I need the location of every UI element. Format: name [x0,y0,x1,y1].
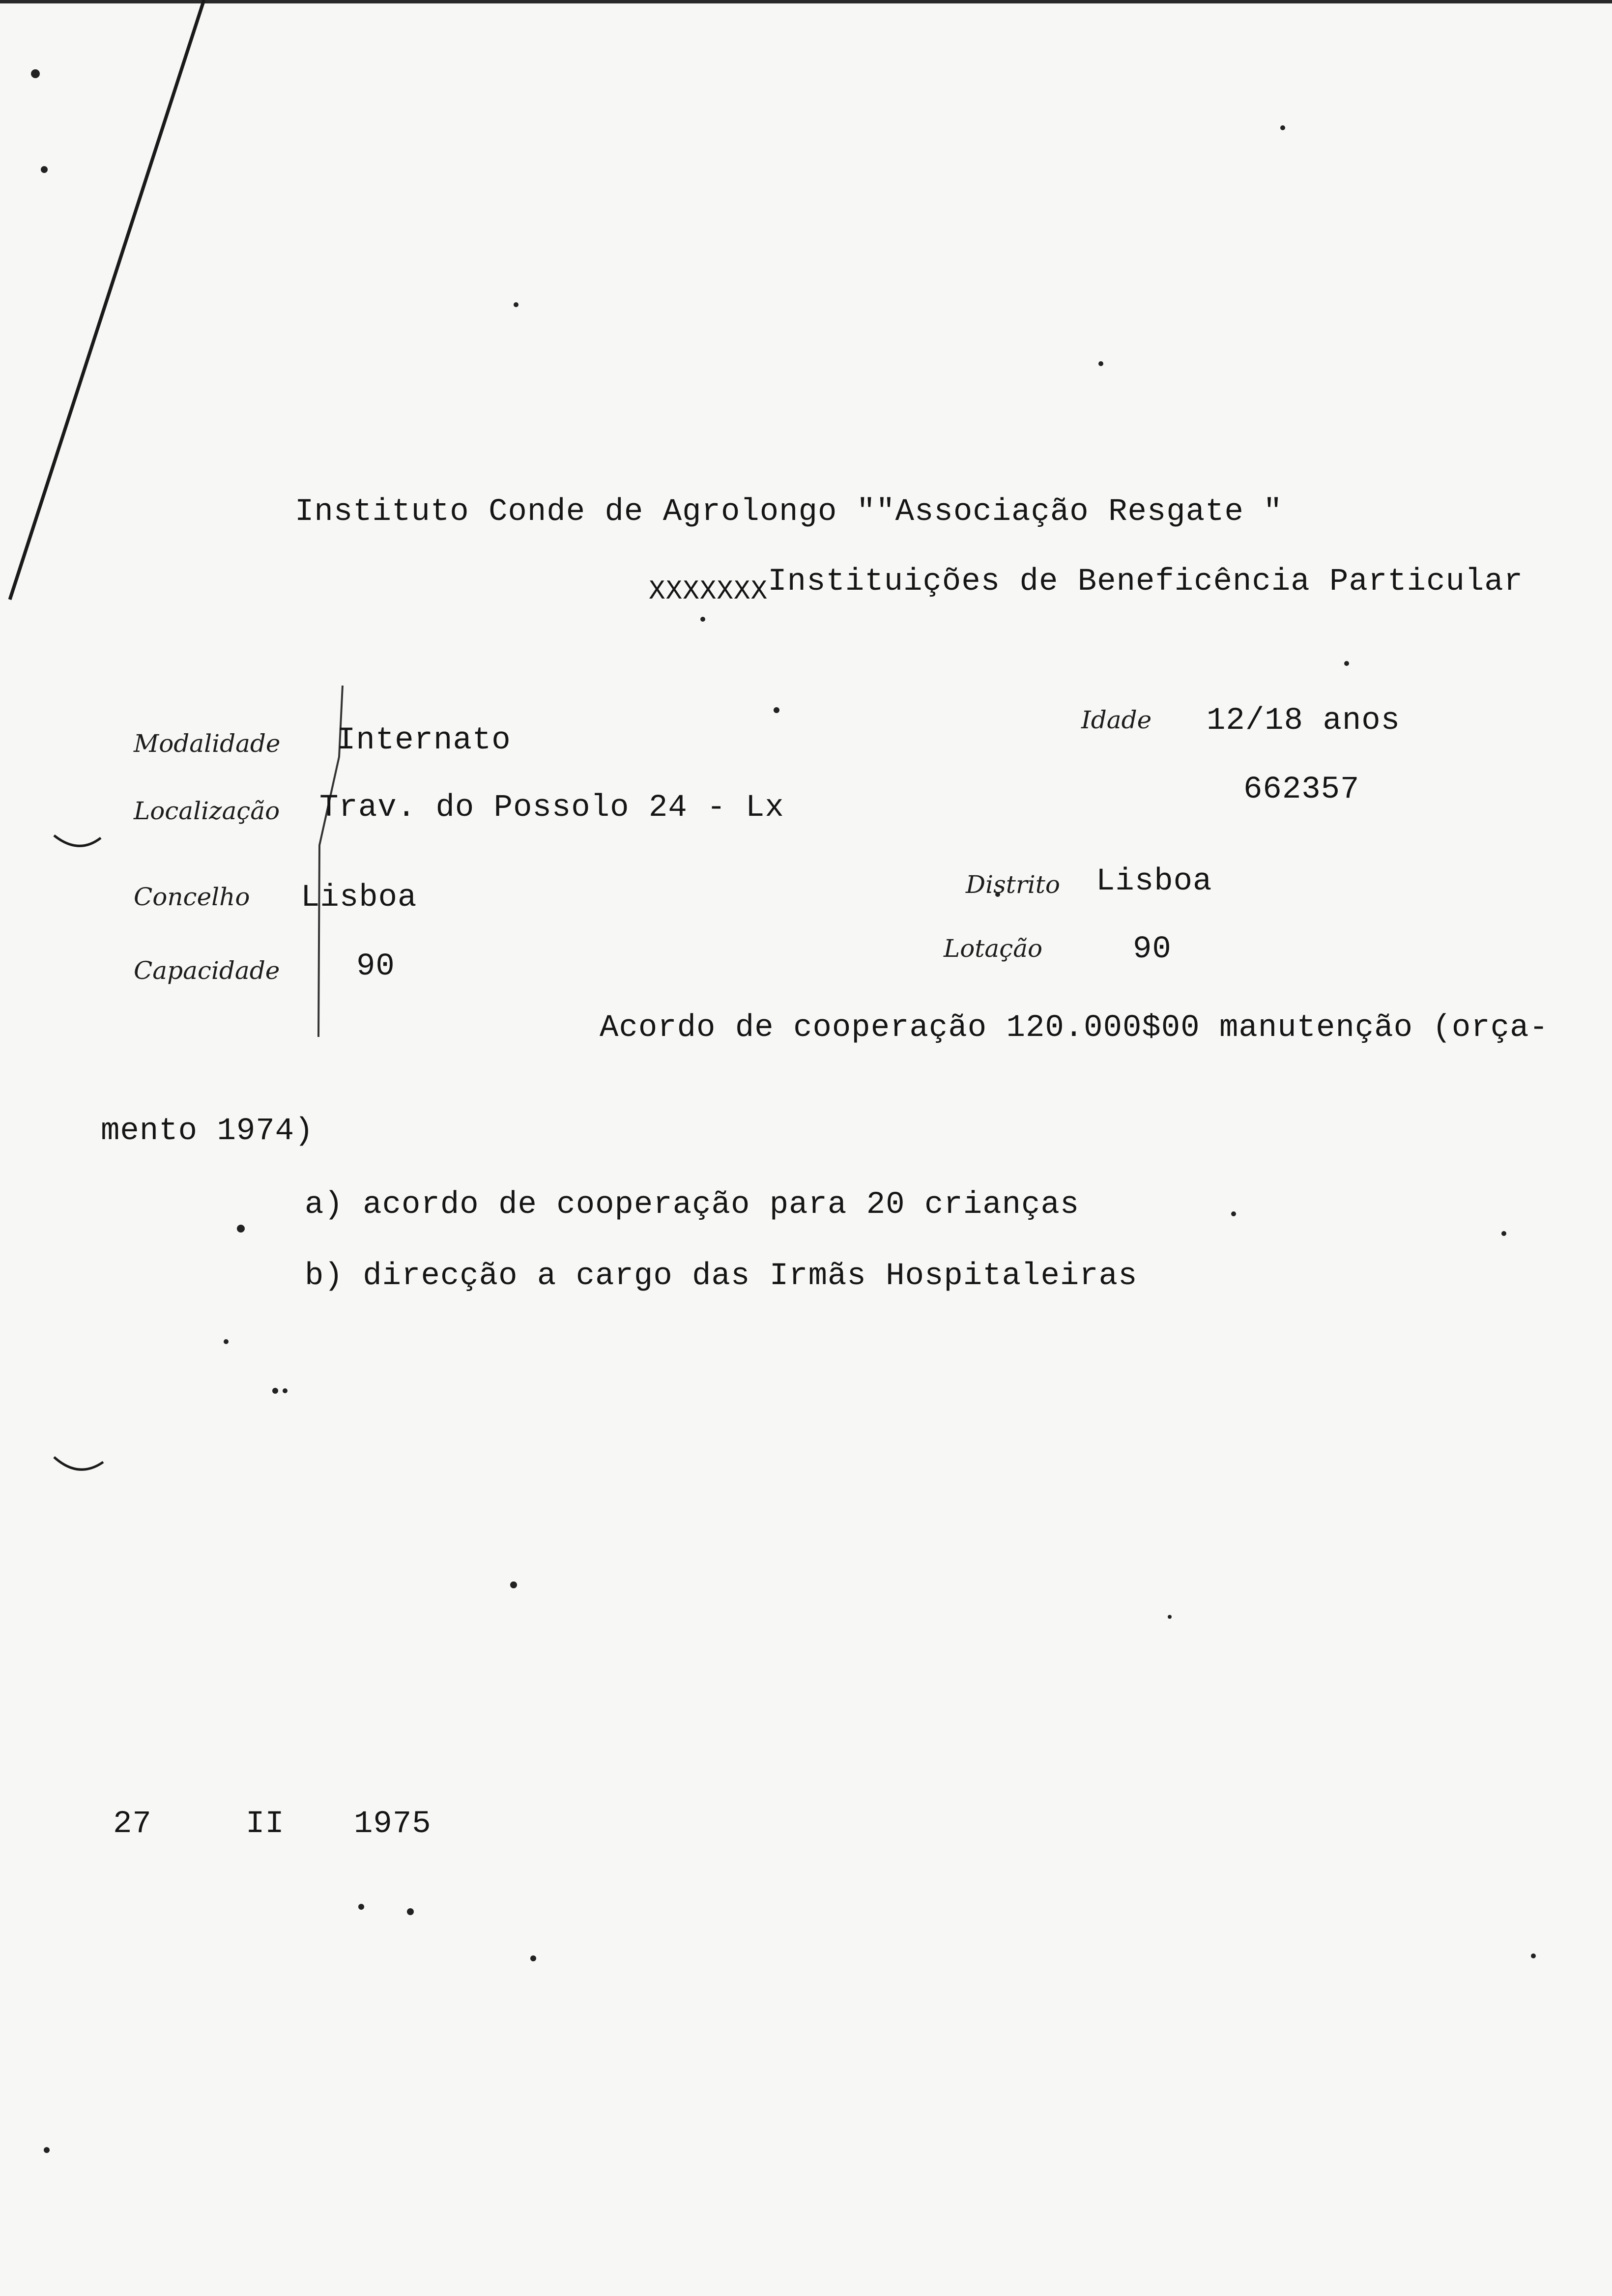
binding-hole-mark-upper [54,835,101,846]
label-lotacao: Lotação [944,934,1043,963]
value-idade: 12/18 anos [1207,703,1401,739]
binding-hole-mark-lower [54,1457,103,1469]
value-modalidade: Internato [337,723,511,758]
label-concelho: Concelho [134,883,250,911]
agreement-line-1: Acordo de cooperação 120.000$00 manutenção (orça- [600,1010,1549,1046]
value-capacidade: 90 [356,949,395,984]
struck-typed-marks: XXXXXXX [649,575,768,607]
institution-subtitle-line [649,564,1524,607]
institution-title: Instituto Conde de Agrolongo ""Associação Resgate " [295,494,1283,530]
agreement-item-b: b) direcção a cargo das Irmãs Hospitaleiras [305,1259,1138,1294]
agreement-line-2: mento 1974) [101,1114,314,1149]
label-idade: Idade [1081,706,1152,734]
value-concelho: Lisboa [301,880,417,916]
label-localizacao: Localização [134,797,280,825]
label-modalidade: Modalidade [134,729,281,758]
date-day: 27 [113,1807,152,1842]
date-month: II [246,1807,285,1842]
margin-diagonal-line [10,0,204,600]
value-lotacao: 90 [1133,932,1172,967]
value-localizacao: Trav. do Possolo 24 - Lx [319,790,784,826]
label-distrito: Distrito [966,870,1060,899]
value-telefone: 662357 [1243,772,1360,807]
agreement-item-a: a) acordo de cooperação para 20 crianças [305,1187,1080,1223]
institution-subtitle: Instituições de Beneficência Particular [768,564,1524,600]
value-distrito: Lisboa [1096,864,1212,899]
date-year: 1975 [354,1807,432,1842]
label-capacidade: Capacidade [134,956,280,985]
